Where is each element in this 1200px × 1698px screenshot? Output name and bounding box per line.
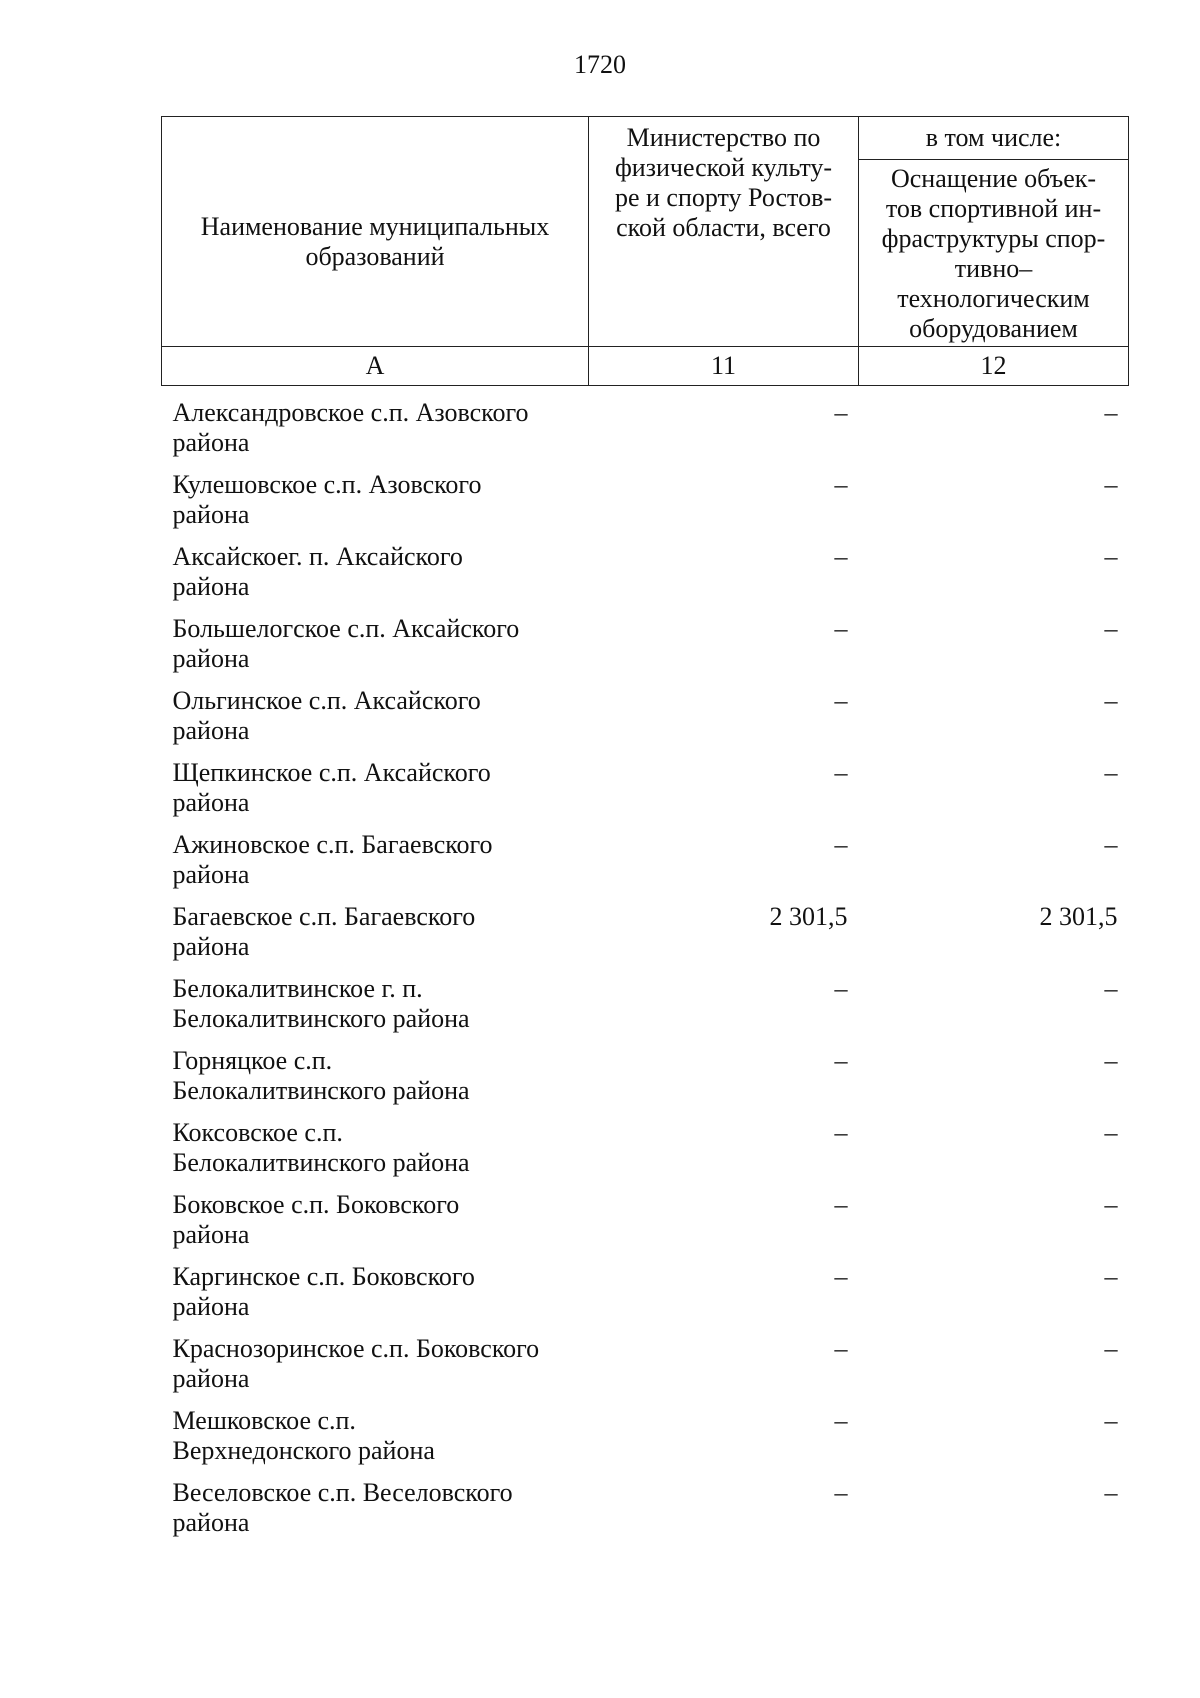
municipality-name [162, 398, 589, 470]
equipment-value: – [1104, 1334, 1118, 1363]
municipality-name [162, 902, 589, 974]
header-ministry-line: физической культу- [614, 153, 833, 182]
table-row [162, 542, 1129, 614]
municipality-name-line: района [172, 716, 250, 745]
municipality-name [162, 974, 589, 1046]
header-ministry-total [589, 117, 859, 347]
ministry-total-value: – [834, 614, 848, 643]
page-number: 1720 [574, 50, 626, 79]
ministry-total-value: – [834, 1262, 848, 1291]
municipality-name-line: Каргинское с.п. Боковского [172, 1262, 475, 1291]
ministry-total-value: – [834, 974, 848, 1003]
ministry-total-value: – [834, 1478, 848, 1507]
equipment-value: – [1104, 1478, 1118, 1507]
header-municipality-name-line: Наименование муниципальных [200, 211, 550, 241]
ministry-total-value: – [834, 470, 848, 499]
ministry-total-value: – [834, 398, 848, 427]
municipality-name-line: района [172, 1508, 250, 1537]
municipality-name-line: Щепкинское с.п. Аксайского [172, 758, 491, 787]
municipality-name-line: района [172, 1364, 250, 1393]
table-header [162, 117, 1129, 386]
municipality-name-line: района [172, 572, 250, 601]
table-row [162, 902, 1129, 974]
body-spacer [162, 386, 1129, 399]
municipality-name-line: Веселовское с.п. Веселовского [172, 1478, 513, 1507]
equipment-value: – [1104, 542, 1118, 571]
municipality-name [162, 1190, 589, 1262]
equipment-value: – [1104, 1262, 1118, 1291]
equipment-value: – [1104, 974, 1118, 1003]
equipment-value: – [1104, 1118, 1118, 1147]
municipality-name-line: Ольгинское с.п. Аксайского [172, 686, 481, 715]
header-equipment [859, 160, 1129, 347]
municipality-name-line: района [172, 932, 250, 961]
equipment-value: – [1104, 830, 1118, 859]
municipality-name-line: района [172, 1292, 250, 1321]
equipment-value: – [1104, 1046, 1118, 1075]
municipality-name-line: Белокалитвинского района [172, 1076, 470, 1105]
table-row [162, 614, 1129, 686]
municipality-name [162, 758, 589, 830]
budget-table [161, 116, 1129, 1550]
municipality-name-line: Большелогское с.п. Аксайского [172, 614, 520, 643]
municipality-name [162, 1046, 589, 1118]
municipality-name-line: Мешковское с.п. [172, 1406, 356, 1435]
municipality-name-line: Краснозоринское с.п. Боковского [172, 1334, 540, 1363]
equipment-value: – [1104, 1190, 1118, 1219]
municipality-name-line: Аксайскоег. п. Аксайского [172, 542, 463, 571]
header-equipment-line: технологическим [897, 284, 1090, 313]
header-ministry-line: ре и спорту Ростов- [614, 183, 833, 212]
municipality-name-line: района [172, 428, 250, 457]
table-row [162, 1478, 1129, 1550]
table-row [162, 974, 1129, 1046]
table-row [162, 1262, 1129, 1334]
ministry-total-value: – [834, 1334, 848, 1363]
table-row [162, 1406, 1129, 1478]
ministry-total-value: – [834, 1046, 848, 1075]
equipment-value: – [1104, 686, 1118, 715]
header-ministry-line: Министерство по [626, 123, 821, 152]
header-equipment-line: фраструктуры спор- [881, 224, 1106, 253]
table-row [162, 1334, 1129, 1406]
header-municipality-name-line: образований [305, 241, 445, 271]
equipment-value: – [1104, 1406, 1118, 1435]
equipment-value: 2 301,5 [1039, 902, 1118, 931]
municipality-name-line: Ажиновское с.п. Багаевского [172, 830, 493, 859]
municipality-name-line: района [172, 788, 250, 817]
equipment-value: – [1104, 470, 1118, 499]
municipality-name-line: района [172, 500, 250, 529]
ministry-total-value: – [834, 1190, 848, 1219]
municipality-name [162, 1118, 589, 1190]
table-row [162, 470, 1129, 542]
ministry-total-value: – [834, 686, 848, 715]
equipment-value: – [1104, 758, 1118, 787]
municipality-name-line: Багаевское с.п. Багаевского [172, 902, 476, 931]
header-equipment-line: тивно– [954, 254, 1033, 283]
municipality-name-line: района [172, 1220, 250, 1249]
column-index-12: 12 [859, 347, 1129, 386]
municipality-name [162, 470, 589, 542]
table-row [162, 686, 1129, 758]
table-body [162, 386, 1129, 1551]
municipality-name [162, 830, 589, 902]
column-index-11: 11 [589, 347, 859, 386]
equipment-value: – [1104, 614, 1118, 643]
header-ministry-line: ской области, всего [616, 213, 831, 242]
column-index-a: А [162, 347, 589, 386]
ministry-total-value: – [834, 758, 848, 787]
municipality-name-line: Белокалитвинского района [172, 1148, 470, 1177]
table-row [162, 1190, 1129, 1262]
header-equipment-line: оборудованием [909, 314, 1078, 343]
ministry-total-value: – [834, 1118, 848, 1147]
municipality-name-line: Белокалитвинское г. п. [172, 974, 423, 1003]
municipality-name [162, 614, 589, 686]
municipality-name-line: Боковское с.п. Боковского [172, 1190, 460, 1219]
municipality-name-line: района [172, 644, 250, 673]
municipality-name-line: Кулешовское с.п. Азовского [172, 470, 482, 499]
municipality-name [162, 1478, 589, 1550]
ministry-total-value: – [834, 1406, 848, 1435]
table-row [162, 1046, 1129, 1118]
municipality-name-line: Верхнедонского района [172, 1436, 435, 1465]
header-including: в том числе: [859, 117, 1129, 160]
table-row [162, 830, 1129, 902]
table-row [162, 398, 1129, 470]
table-row [162, 758, 1129, 830]
municipality-name [162, 1262, 589, 1334]
ministry-total-value: 2 301,5 [769, 902, 848, 931]
ministry-total-value: – [834, 830, 848, 859]
header-municipality-name [162, 117, 589, 347]
table-row [162, 1118, 1129, 1190]
header-equipment-line: тов спортивной ин- [885, 194, 1102, 223]
column-index-row [162, 347, 1129, 386]
municipality-name [162, 686, 589, 758]
equipment-value: – [1104, 398, 1118, 427]
municipality-name-line: района [172, 860, 250, 889]
municipality-name [162, 542, 589, 614]
municipality-name-line: Коксовское с.п. [172, 1118, 343, 1147]
municipality-name-line: Горняцкое с.п. [172, 1046, 333, 1075]
municipality-name-line: Белокалитвинского района [172, 1004, 470, 1033]
municipality-name [162, 1334, 589, 1406]
header-equipment-line: Оснащение объек- [890, 164, 1097, 193]
municipality-name [162, 1406, 589, 1478]
ministry-total-value: – [834, 542, 848, 571]
municipality-name-line: Александровское с.п. Азовского [172, 398, 529, 427]
